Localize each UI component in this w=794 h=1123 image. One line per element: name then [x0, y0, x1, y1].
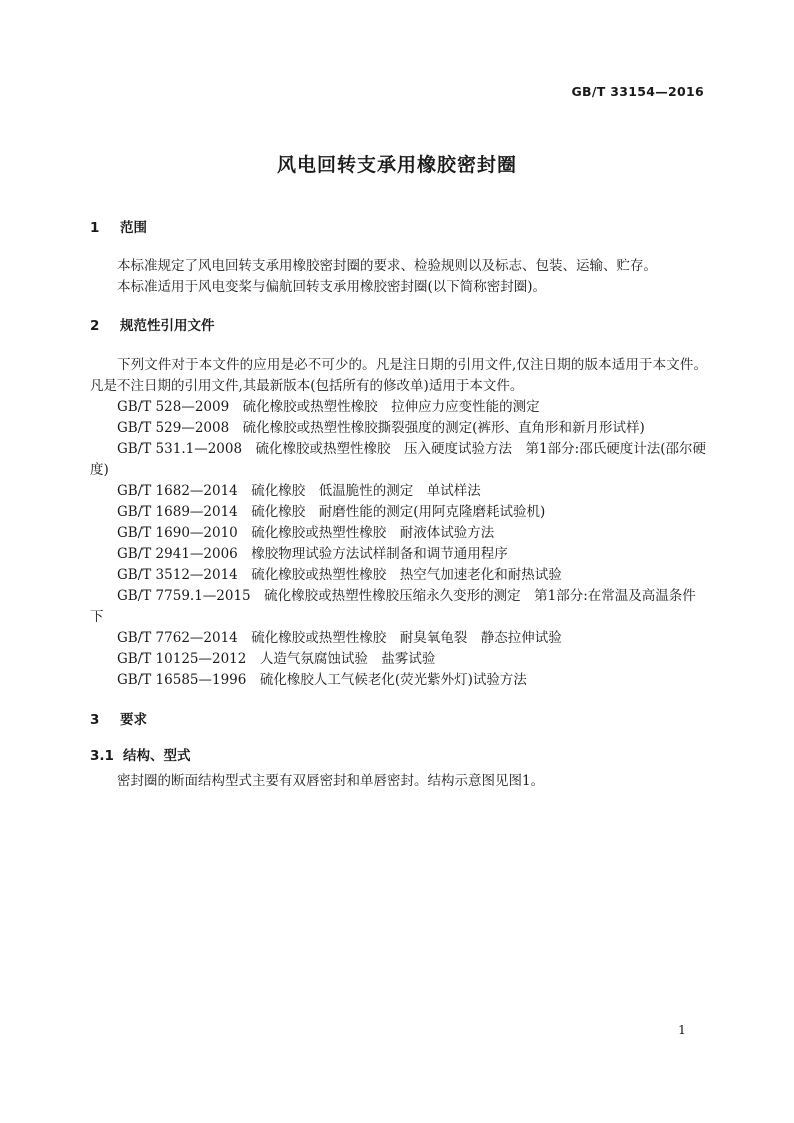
reference-item: GB/T 528—2009 硫化橡胶或热塑性橡胶 拉伸应力应变性能的测定 — [117, 399, 540, 415]
reference-item: GB/T 7759.1—2015 硫化橡胶或热塑性橡胶压缩永久变形的测定 第1部分:在常温及高温条件下 — [90, 588, 696, 625]
reference-item: GB/T 3512—2014 硫化橡胶或热塑性橡胶 热空气加速老化和耐热试验 — [117, 567, 562, 583]
section-title: 范围 — [120, 220, 147, 236]
reference-item: GB/T 531.1—2008 硫化橡胶或热塑性橡胶 压入硬度试验方法 第1部分:邵氏硬度计法(邵尔硬度) — [90, 441, 706, 478]
standard-code: GB/T 33154—2016 — [571, 84, 704, 99]
section-number: 1 — [90, 220, 100, 236]
reference-item: GB/T 16585—1996 硫化橡胶人工气候老化(荧光紫外灯)试验方法 — [117, 672, 527, 688]
subsection-heading-3-1 — [90, 746, 707, 767]
reference-item: GB/T 10125—2012 人造气氛腐蚀试验 盐雾试验 — [117, 651, 436, 667]
reference-item: GB/T 1689—2014 硫化橡胶 耐磨性能的测定(用阿克隆磨耗试验机) — [117, 504, 546, 520]
section-heading-3 — [90, 710, 707, 731]
document-body — [90, 218, 707, 792]
subsection-title: 结构、型式 — [123, 748, 191, 764]
reference-item: GB/T 1690—2010 硫化橡胶或热塑性橡胶 耐液体试验方法 — [117, 525, 495, 541]
section-number: 3 — [90, 712, 100, 728]
section-title: 规范性引用文件 — [120, 318, 215, 334]
paragraph: 本标准规定了风电回转支承用橡胶密封圈的要求、检验规则以及标志、包装、运输、贮存。 — [117, 258, 657, 274]
section-title: 要求 — [120, 712, 147, 728]
section-heading-1 — [90, 218, 707, 239]
reference-item: GB/T 7762—2014 硫化橡胶或热塑性橡胶 耐臭氧龟裂 静态拉伸试验 — [117, 630, 562, 646]
section-heading-2 — [90, 316, 707, 337]
paragraph: 下列文件对于本文件的应用是必不可少的。凡是注日期的引用文件,仅注日期的版本适用于本文件。凡是不注日期的引用文件,其最新版本(包括所有的修改单)适用于本文件。 — [90, 357, 707, 394]
reference-item: GB/T 2941—2006 橡胶物理试验方法试样制备和调节通用程序 — [117, 546, 508, 562]
section-number: 2 — [90, 318, 100, 334]
page-number: 1 — [678, 1022, 686, 1037]
reference-item: GB/T 529—2008 硫化橡胶或热塑性橡胶撕裂强度的测定(裤形、直角形和新月形试样) — [117, 420, 645, 436]
paragraph: 本标准适用于风电变桨与偏航回转支承用橡胶密封圈(以下简称密封圈)。 — [117, 279, 547, 295]
document-title: 风电回转支承用橡胶密封圈 — [276, 154, 517, 176]
subsection-number: 3.1 — [90, 748, 114, 764]
paragraph: 密封圈的断面结构型式主要有双唇密封和单唇密封。结构示意图见图1。 — [117, 773, 545, 789]
reference-item: GB/T 1682—2014 硫化橡胶 低温脆性的测定 单试样法 — [117, 483, 481, 499]
